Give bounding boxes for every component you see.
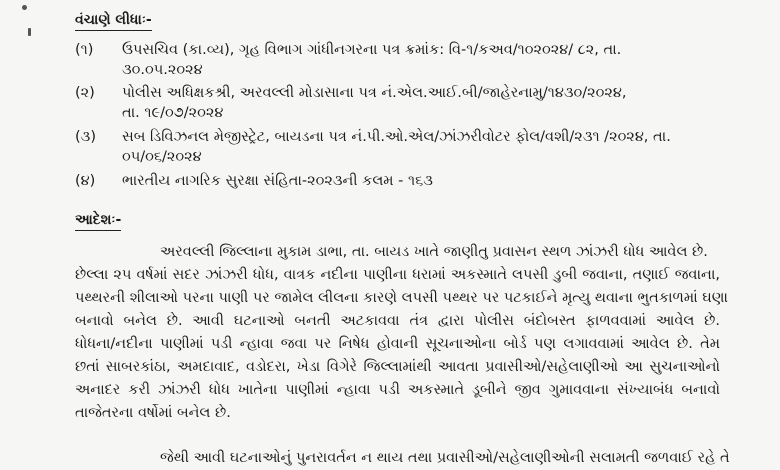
paragraph-line: અનાદર કરી ઝાંઝરી ધોધ ખાતેના પાણીમાં ન્હાવા પડી અકસ્માતે ડૂબીને જીવ ગુમાવવાના સંખ્યાબંધ બનાવો: [75, 382, 720, 398]
reference-text-line: ઉપસચિવ (કા.વ્ય), ગૃહ વિભાગ ગાંધીનગરના પત્ર ક્રમાંક: વિ-૧/કઅવ/૧૦૨૦૨૪/ ૮૨, તા.: [122, 42, 622, 58]
paragraph-line: છેલ્લા ૨૫ વર્ષમાં સદર ઝાંઝરી ધોધ, વાત્રક નદીના પાણીના ધરામાં અકસ્માતે લપસી ડુબી જવાના, તણાઈ જવાના,: [75, 267, 720, 283]
order-heading: આદેશઃ-: [75, 211, 121, 231]
reference-number: (૧): [75, 42, 94, 58]
reference-number: (૨): [75, 85, 95, 101]
reference-text-line: તા. ૧૯/૦૭/૨૦૨૪: [122, 105, 224, 121]
paragraph-line: પથ્થરની શીલાઓ પરના પાણી પર જામેલ લીલના કારણે લપસી પથ્થર પર પટકાઈને મૃત્યુ થવાના ભુતકાળમાં ઘણા: [75, 290, 728, 306]
reference-text-line: ૦૫/૦૬/૨૦૨૪: [122, 149, 202, 165]
paragraph-line: તાજેતરના વર્ષોમાં બનેલ છે.: [75, 405, 231, 421]
paragraph-line: ધોધના/નદીના પાણીમાં પડી ન્હાવા જવા પર નિષેધ હોવાની સૂચનાઓના બોર્ડ પણ લગાવવામાં આવેલ છે. તેમ: [75, 336, 720, 352]
reference-text-line: પોલીસ અધિક્ષકશ્રી, અરવલ્લી મોડાસાના પત્ર નં.એલ.આઈ.બી/જાહેરનામુ/૧૪૩૦/૨૦૨૪,: [122, 85, 627, 101]
reference-text-line: સબ ડિવિઝનલ મેજીસ્ટ્રેટ, બાયડના પત્ર નં.પી.ઓ.એલ/ઝાંઝરીવોટર ફોલ/વશી/૨૩૧ /૨૦૨૪, તા.: [122, 129, 671, 145]
reference-text-line: ભારતીય નાગરિક સુરક્ષા સંહિતા-૨૦૨૩ની કલમ - ૧૬૩: [122, 173, 433, 189]
paragraph-line: અરવલ્લી જિલ્લાના મુકામ ડાભા, તા. બાયડ ખાતે જાણીતુ પ્રવાસન સ્થળ ઝાંઝરી ધોધ આવેલ છે.: [160, 244, 708, 260]
paragraph-line: જેથી આવી ઘટનાઓનું પુનરાવર્તન ન થાય તથા પ્રવાસીઓ/સહેલાણીઓની સલામતી જળવાઈ રહે તે: [160, 450, 730, 466]
reference-number: (૩): [75, 129, 96, 145]
reference-number: (૪): [75, 173, 96, 189]
paragraph-line: બનાવો બનેલ છે. આવી ઘટનાઓ બનતી અટકાવવા તંત્ર દ્વારા પોલીસ બંદોબસ્ત ફાળવવામાં આવેલ છે.: [75, 313, 720, 329]
scan-speck: [22, 5, 27, 10]
paragraph-line: છતાં સાબરકાંઠા, અમદાવાદ, વડોદરા, ખેડા વિગેરે જિલ્લામાંથી આવતા પ્રવાસીઓ/સહેલાણીઓ આ સુચનાઓનો: [75, 359, 720, 375]
reference-text-line: ૩૦.૦૫.૨૦૨૪: [122, 62, 203, 78]
references-heading: વંચાણે લીધાઃ-: [75, 11, 152, 31]
scan-speck: [28, 28, 31, 36]
